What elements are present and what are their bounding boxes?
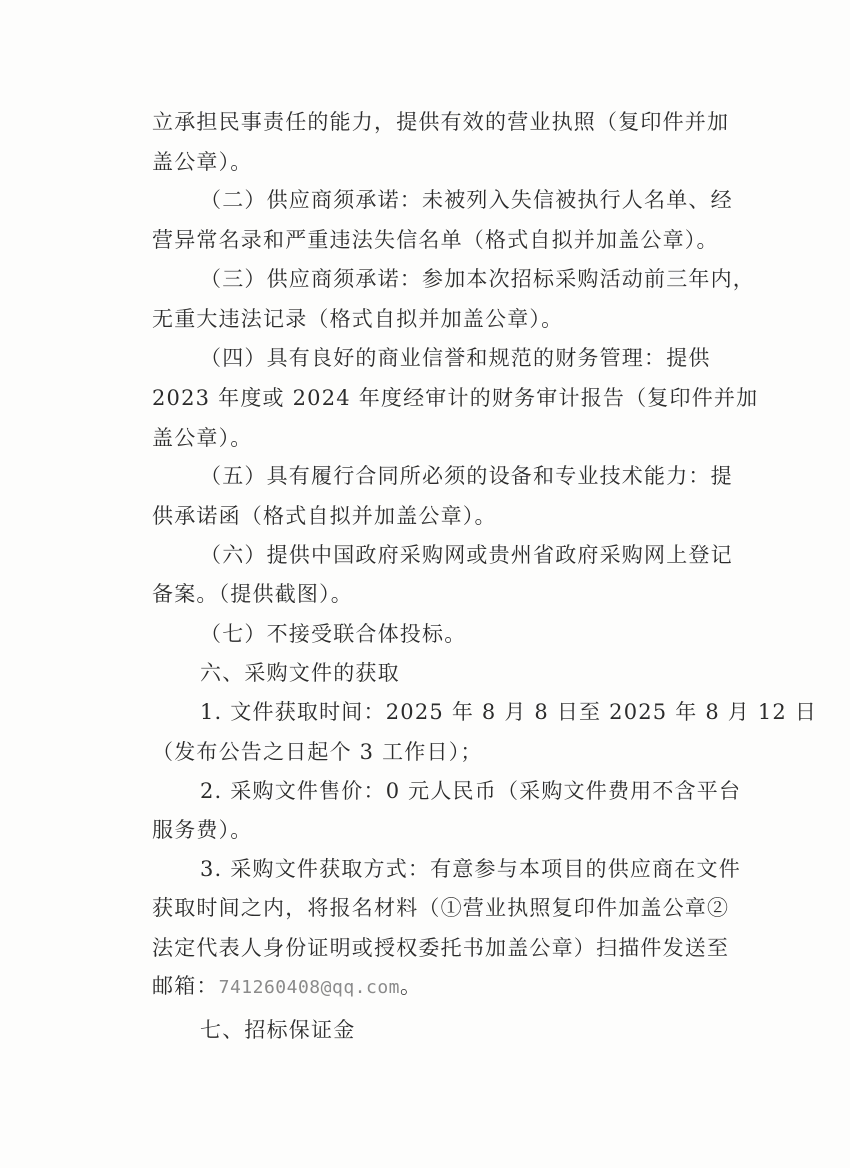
item-5-line-2: 供承诺函（格式自拟并加盖公章）。 — [152, 504, 497, 528]
section-7-heading: 七、招标保证金 — [200, 1018, 356, 1042]
item-4-line-3: 盖公章）。 — [152, 426, 253, 450]
point-3-line-4 — [152, 972, 422, 1002]
point-3-line-2: 获取时间之内，将报名材料（①营业执照复印件加盖公章② — [152, 896, 730, 920]
item-2-line-1: （二）供应商须承诺：未被列入失信被执行人名单、经 — [200, 188, 733, 212]
item-3-line-1: （三）供应商须承诺：参加本次招标采购活动前三年内， — [200, 267, 755, 291]
item-4-line-1: （四）具有良好的商业信誉和规范的财务管理：提供 — [200, 346, 711, 370]
item-6-line-1: （六）提供中国政府采购网或贵州省政府采购网上登记 — [200, 543, 733, 567]
section-6-heading: 六、采购文件的获取 — [200, 661, 400, 685]
item-2-line-2: 营异常名录和严重违法失信名单（格式自拟并加盖公章）。 — [152, 228, 719, 252]
point-2-line-1: 2. 采购文件售价：0 元人民币（采购文件费用不含平台 — [200, 779, 742, 803]
item-3-line-2: 无重大违法记录（格式自拟并加盖公章）。 — [152, 307, 564, 331]
item-5-line-1: （五）具有履行合同所必须的设备和专业技术能力：提 — [200, 464, 733, 488]
point-1-line-1: 1. 文件获取时间：2025 年 8 月 8 日至 2025 年 8 月 12 日 — [200, 700, 818, 724]
point-2-line-2: 服务费）。 — [152, 818, 253, 842]
point-1-line-2: （发布公告之日起个 3 工作日）； — [152, 740, 483, 764]
item-7-line: （七）不接受联合体投标。 — [200, 622, 467, 646]
point-3-line-3: 法定代表人身份证明或授权委托书加盖公章）扫描件发送至 — [152, 936, 730, 960]
email-label: 邮箱： — [152, 974, 219, 998]
email-address: 741260408@qq.com — [218, 977, 400, 998]
item-4-line-2: 2023 年度或 2024 年度经审计的财务审计报告（复印件并加 — [152, 386, 759, 410]
item-6-line-2: 备案。（提供截图）。 — [152, 582, 353, 606]
body-line-1: 立承担民事责任的能力，提供有效的营业执照（复印件并加 — [152, 110, 730, 134]
email-tail: 。 — [400, 974, 423, 998]
body-line-2: 盖公章）。 — [152, 150, 253, 174]
point-3-line-1: 3. 采购文件获取方式：有意参与本项目的供应商在文件 — [200, 857, 741, 881]
